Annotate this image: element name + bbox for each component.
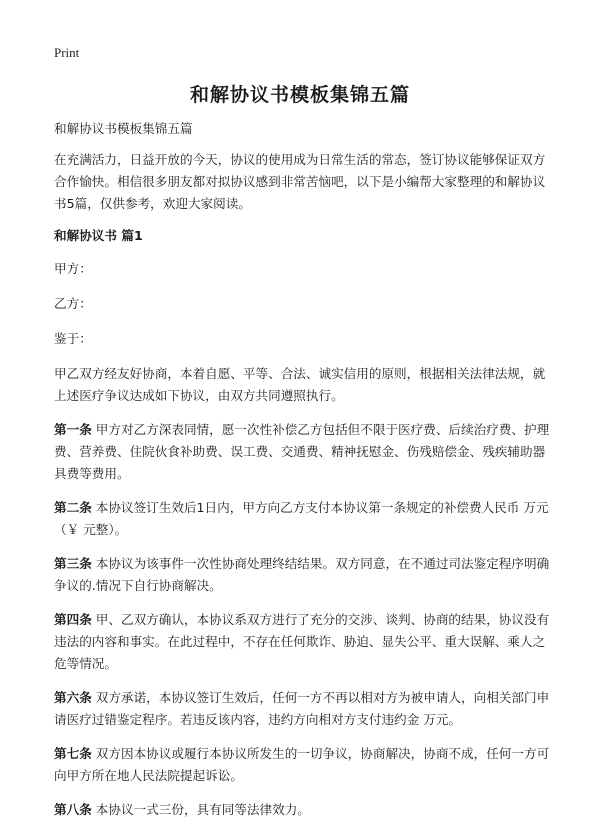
clause-text: 本协议为该事件一次性协商处理终结结果。双方同意，在不通过司法鉴定程序明确争议的.情况下自行协商解决。: [54, 556, 550, 593]
clause-4: [54, 609, 550, 675]
clause-text: 甲方对乙方深表同情，愿一次性补偿乙方包括但不限于医疗费、后续治疗费、护理费、营养费、住院伙食补助费、误工费、交通费、精神抚慰金、伤残赔偿金、残疾辅助器具费等费用。: [54, 422, 550, 481]
clause-label: 第三条: [54, 556, 92, 571]
clause-text: 双方因本协议或履行本协议所发生的一切争议，协商解决，协商不成，任何一方可向甲方所在地人民法院提起诉讼。: [54, 746, 550, 783]
clause-label: 第七条: [54, 746, 92, 761]
intro-paragraph: 在充满活力，日益开放的今天，协议的使用成为日常生活的常态，签订协议能够保证双方合作愉快。相信很多朋友都对拟协议感到非常苦恼吧，以下是小编帮大家整理的和解协议书5篇，仅供参考，欢迎大家阅读。: [54, 152, 546, 211]
party-a-field: 甲方：: [54, 261, 92, 276]
clause-text: 甲、乙双方确认，本协议系双方进行了充分的交涉、谈判、协商的结果，协议没有违法的内容和事实。在此过程中，不存在任何欺诈、胁迫、显失公平、重大误解、乘人之危等情况。: [54, 612, 550, 671]
document-title: 和解协议书模板集锦五篇: [189, 84, 410, 106]
clause-text: 双方承诺，本协议签订生效后，任何一方不再以相对方为被申请人，向相关部门申请医疗过错鉴定程序。若违反该内容，违约方向相对方支付违约金 万元。: [54, 690, 550, 727]
whereas-field: 鉴于：: [54, 331, 92, 346]
preamble-paragraph: 甲乙双方经友好协商，本着自愿、平等、合法、诚实信用的原则，根据相关法律法规，就上述医疗争议达成如下协议，由双方共同遵照执行。: [54, 366, 546, 403]
clause-2: [54, 497, 550, 541]
print-link[interactable]: Print: [54, 45, 80, 60]
party-b-field: 乙方：: [54, 296, 92, 311]
subtitle: 和解协议书模板集锦五篇: [54, 121, 193, 136]
clause-8: [54, 799, 550, 821]
clause-7: [54, 743, 550, 787]
clause-6: [54, 687, 550, 731]
section-heading: 和解协议书 篇1: [54, 228, 143, 243]
clause-label: 第一条: [54, 422, 92, 437]
document-body: [54, 118, 550, 833]
clause-text: 本协议签订生效后1日内，甲方向乙方支付本协议第一条规定的补偿费人民币 万元（￥ 元整）。: [54, 500, 549, 537]
clause-3: [54, 553, 550, 597]
clause-label: 第四条: [54, 612, 92, 627]
clause-label: 第八条: [54, 802, 92, 817]
clause-label: 第六条: [54, 690, 92, 705]
clause-text: 本协议一式三份，具有同等法律效力。: [91, 802, 310, 817]
clause-1: [54, 419, 550, 485]
clause-label: 第二条: [54, 500, 92, 515]
